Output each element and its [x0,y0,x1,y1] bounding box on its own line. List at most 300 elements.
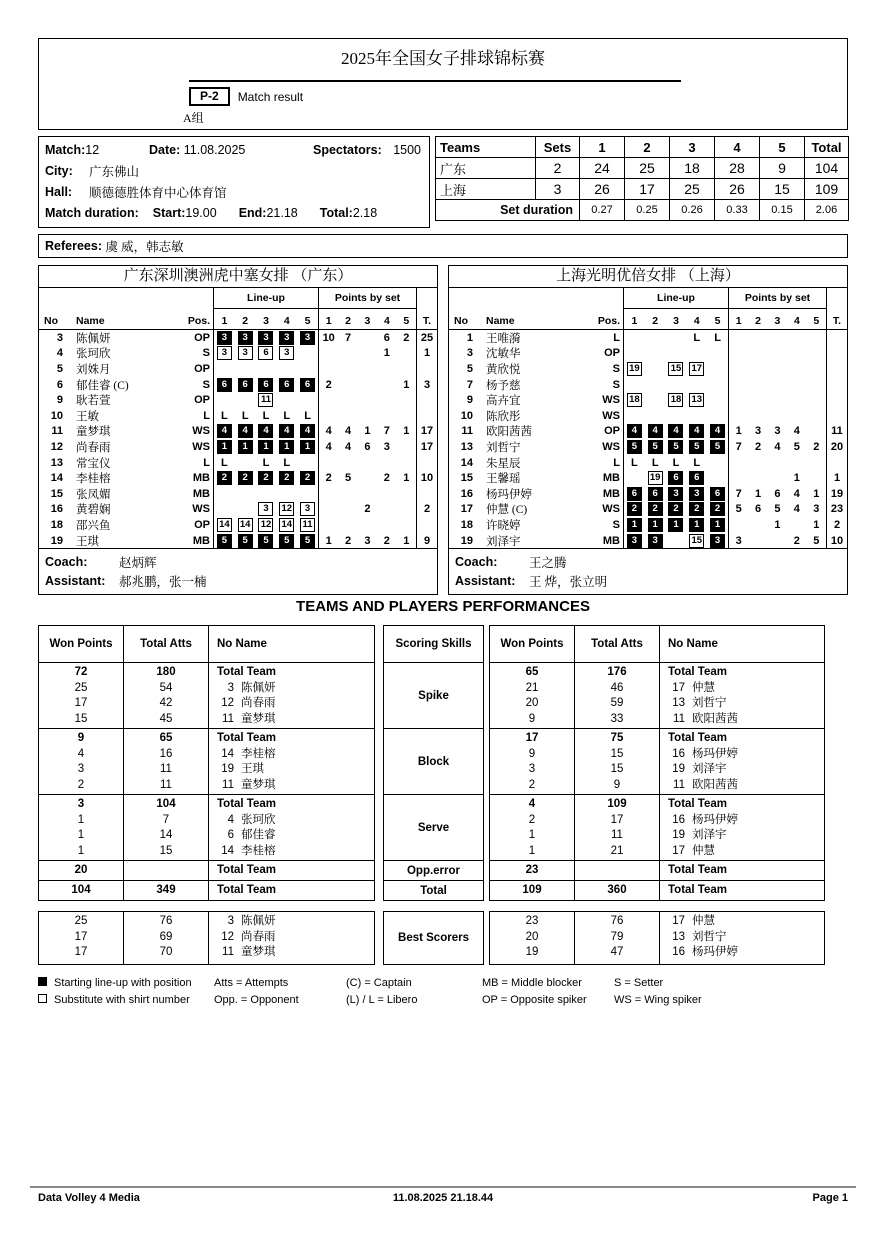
points-total: 23 [826,502,847,518]
home-set3: 18 [670,158,715,179]
player-points [318,346,416,362]
legend-text: (L) / L = Libero [346,993,418,1006]
scoring-skills-header: Scoring Skills [395,638,472,650]
substitute-square: 19 [627,362,642,376]
player-row [449,439,847,455]
total-atts-column [575,663,660,728]
coach-block [449,548,847,594]
points-set-value: 7 [345,331,352,344]
libero-mark: L [221,456,228,469]
player-position: S [612,518,620,531]
lineup-slot [235,378,256,392]
player-row [449,424,847,440]
block-section [490,728,824,794]
lineup-slot [645,534,666,548]
total-atts-value: 17 [610,813,624,826]
points-total: 9 [416,533,437,549]
total-atts-value [124,863,208,879]
player-ref-number: 16 [672,946,685,958]
points-set-value: 4 [345,440,352,453]
libero-mark: L [672,456,680,469]
substitute-square: 14 [217,518,232,532]
player-number: 3 [466,347,473,360]
points-set-value: 10 [322,331,335,344]
total-atts-value: 47 [610,946,624,958]
total-atts-column [124,729,209,794]
starting-square: 2 [258,471,273,485]
lineup-slot [276,424,297,438]
team-total-label: Total Team [668,798,727,810]
player-name: 张珂欣 [76,348,111,361]
player-lineup [213,533,318,549]
points-set-value: 1 [403,472,410,485]
starting-square: 3 [710,534,725,548]
away-set5: 15 [760,179,805,200]
points-set-value: 4 [325,425,332,438]
performance-header [39,626,374,662]
player-position: S [612,378,620,391]
set-number: 2 [242,315,249,327]
team-total-label: Total Team [217,666,276,678]
starting-square: 1 [668,518,683,532]
player-row [449,346,847,362]
player-row [449,392,847,408]
points-set-value: 5 [345,472,352,485]
player-number: 3 [56,331,63,344]
won-points-value: 25 [74,681,88,694]
player-points [318,392,416,408]
player-ref-name: 童梦琪 [241,712,276,725]
points-total [826,408,847,424]
skill-label: Total [384,880,483,900]
best-scorers-label: Best Scorers [398,932,469,944]
starting-square: 6 [710,487,725,501]
player-ref-name: 仲慧 [692,915,715,927]
starting-square: 2 [217,471,232,485]
player-ref [209,747,374,763]
player-name: 陈佩妍 [76,332,111,345]
starting-square: 6 [300,378,315,392]
player-points [728,361,826,377]
starting-square: 6 [668,471,683,485]
starting-square: 5 [689,440,704,454]
starting-square: 2 [279,471,294,485]
lineup-slot [707,332,728,344]
player-ref-number: 11 [673,778,685,791]
player-ref [660,696,824,712]
player-number: 4 [56,347,63,360]
player-position: OP [194,331,210,344]
total-atts-value: 54 [159,681,173,694]
lineup-slot [235,424,256,438]
points-total: 10 [416,470,437,486]
total-atts-value: 14 [159,829,173,841]
no-name-column [209,795,374,860]
player-points [318,502,416,518]
player-ref-name: 杨玛伊婷 [692,747,738,760]
total-atts-column [124,663,209,728]
legend-text: MB = Middle blocker [482,976,582,989]
points-set-value: 3 [774,425,781,438]
player-points [728,377,826,393]
player-ref-number: 13 [672,930,685,943]
won-points-value: 17 [74,930,88,943]
won-points-value: 2 [528,813,536,826]
lineup-slot [214,378,235,392]
starting-square: 5 [238,534,253,548]
set2-duration: 0.25 [625,200,670,221]
away-set2: 17 [625,179,670,200]
lineup-slot [297,410,318,422]
won-points-column [490,663,575,728]
player-row [39,424,437,440]
best-scorers-section [39,912,374,964]
points-set-value: 3 [383,440,390,453]
coach-block [39,548,437,594]
player-ref [660,762,824,778]
lineup-slot [276,471,297,485]
performance-table-away [489,625,825,965]
lineup-slot [707,534,728,548]
set-number: 1 [735,315,742,327]
points-set-value: 5 [793,440,800,453]
starting-square: 6 [689,471,704,485]
roster-home [38,265,438,595]
won-points-value: 72 [74,666,88,678]
lineup-slot [645,518,666,532]
lineup-header-group [213,288,318,329]
won-points-column [39,881,124,900]
player-points [318,424,416,440]
lineup-slot [256,393,277,407]
won-points-value: 1 [77,829,85,841]
player-ref [209,828,374,844]
player-row [449,377,847,393]
starting-square: 3 [627,534,642,548]
player-ref-number: 14 [221,747,234,760]
lineup-slot [297,378,318,392]
total-atts-value: 15 [610,747,624,760]
points-set-value: 2 [755,440,762,453]
player-ref [209,844,374,860]
libero-mark: L [304,409,311,422]
assistant-label: Assistant: [455,573,516,588]
points-set-value: 2 [403,331,410,344]
lineup-slot [256,502,277,516]
substitute-square: 6 [258,346,273,360]
legend-row [38,991,848,1008]
player-ref [660,712,824,728]
lineup-header-group [623,288,728,329]
substitute-square: 11 [258,393,273,407]
player-row [39,408,437,424]
player-position: MB [602,487,620,500]
lineup-slot [686,332,707,344]
set-number: 5 [304,315,311,327]
team-total-label: Total Team [217,884,276,896]
points-set-value: 1 [755,487,762,500]
lineup-slot [707,487,728,501]
lineup-slot [686,440,707,454]
player-name: 耿若萱 [76,395,111,408]
starting-square: 2 [300,471,315,485]
serve-section [39,794,374,860]
legend-text: Atts = Attempts [214,976,289,989]
player-name: 刘姝月 [76,363,111,376]
player-points [728,408,826,424]
player-name: 朱星辰 [486,457,521,470]
points-set-value: 3 [813,503,820,516]
points-set-value: 1 [403,378,410,391]
legend-item [346,977,482,989]
player-row [39,517,437,533]
footer-app-name: Data Volley 4 Media [38,1192,140,1204]
points-total [826,455,847,471]
legend-text: OP = Opposite spiker [482,993,587,1006]
substitute-square: 14 [238,518,253,532]
player-name: 黄碧娴 [76,504,111,517]
substitute-square: 12 [258,518,273,532]
player-name: 张凤媚 [76,488,111,501]
player-position: WS [602,394,620,407]
lineup-slot [276,378,297,392]
player-points [728,533,826,549]
won-points-header: Won Points [39,626,124,662]
lineup-slot [645,487,666,501]
team-total-label: Total Team [217,864,276,876]
libero-mark: L [262,456,270,469]
player-ref-name: 张珂欣 [241,813,276,826]
player-ref-name: 尚春雨 [241,697,276,709]
player-ref [660,681,824,697]
won-points-value: 23 [525,915,539,927]
points-total [416,392,437,408]
coach-label: Coach: [45,554,88,569]
starting-square: 6 [217,378,232,392]
col-total-label: T. [416,288,437,329]
points-set-value: 5 [774,503,781,516]
city-label: City: [45,163,73,178]
no-name-column [660,729,824,794]
substitute-square: 3 [300,502,315,516]
lineup-set-numbers [214,309,318,329]
starting-square: 5 [710,440,725,454]
set4-duration: 0.33 [715,200,760,221]
player-name: 许晓婷 [486,519,521,532]
lineup-slot [624,518,645,532]
starting-square: 6 [258,378,273,392]
points-set-value: 1 [793,472,800,485]
lineup-slot [297,440,318,454]
substitute-square: 3 [279,346,294,360]
set3-duration: 0.26 [670,200,715,221]
player-ref-name: 童梦琪 [241,778,276,791]
player-ref [660,778,824,794]
points-set-value: 2 [345,534,352,547]
lineup-slot [256,378,277,392]
won-points-value: 20 [74,864,88,876]
duration-label: Match duration: [45,205,139,220]
player-number: 5 [56,362,63,375]
set-number: 3 [364,315,371,327]
lineup-slot [707,440,728,454]
lineup-slot [276,331,297,345]
total-atts-value: 360 [607,884,627,896]
player-ref-name: 王琪 [241,763,264,775]
col-pos-label: Pos. [187,315,210,327]
player-row [449,455,847,471]
player-number: 15 [50,487,63,500]
player-points [318,517,416,533]
lineup-slot [256,410,277,422]
points-set-value: 1 [735,425,742,438]
points-total: 2 [416,502,437,518]
points-set-value: 1 [364,425,371,438]
total-atts-value: 76 [159,915,173,927]
assistant-label: Assistant: [45,573,106,588]
no-name-column [209,881,374,900]
player-points [318,377,416,393]
player-row [39,330,437,346]
player-name: 李桂榕 [76,473,111,486]
skill-label: Block [384,728,483,794]
lineup-slot [707,518,728,532]
match-number [45,143,149,157]
legend-text: Opp. = Opponent [214,993,299,1006]
player-number: 11 [461,425,473,438]
lineup-slot [686,457,707,469]
player-ref-name: 仲慧 [692,681,715,694]
points-total: 1 [826,470,847,486]
lineup-slot [235,346,256,360]
lineup-slot [256,471,277,485]
lineup-slot [624,534,645,548]
player-ref [209,696,374,712]
total-atts-value: 109 [607,798,627,810]
player-lineup [213,408,318,424]
set2-header: 2 [625,137,670,158]
no-name-column [209,912,374,964]
home-set2: 25 [625,158,670,179]
starting-square: 1 [300,440,315,454]
no-name-column [660,861,824,880]
won-points-value: 1 [528,829,536,841]
starting-square: 2 [238,471,253,485]
player-ref-number: 11 [222,946,234,958]
starting-square: 3 [300,331,315,345]
lineup-label: Line-up [214,288,318,309]
lineup-slot [276,534,297,548]
player-ref [660,914,824,930]
player-row [449,502,847,518]
points-set-value: 3 [364,534,371,547]
lineup-slot [645,440,666,454]
assistant-row [455,571,841,590]
player-name: 沈敏华 [486,348,521,361]
starting-square-icon [38,977,47,986]
no-name-header: No Name [217,638,267,650]
player-ref-name: 刘泽宇 [692,829,727,841]
lineup-slot [624,457,645,469]
team-total-label: Total Team [668,864,727,876]
substitute-square: 18 [627,393,642,407]
points-header-group [318,288,416,329]
report-header [38,38,848,130]
player-ref [209,712,374,728]
won-points-value: 25 [74,915,88,927]
set-number: 4 [383,315,390,327]
starting-square: 5 [627,440,642,454]
scoring-skills-column [383,625,484,965]
coach-name: 赵炳辉 [119,555,157,570]
player-name: 邵兴鱼 [76,519,111,532]
player-lineup [623,517,728,533]
won-points-column [39,729,124,794]
player-points [318,361,416,377]
player-ref-name: 李桂榕 [241,844,276,857]
points-set-value: 7 [383,425,390,438]
starting-square: 1 [217,440,232,454]
player-ref-number: 16 [672,747,685,760]
player-lineup [213,470,318,486]
player-position: MB [192,534,210,547]
player-number: 17 [460,503,473,516]
player-row [449,470,847,486]
total-atts-value: 76 [610,915,624,927]
points-total: 2 [826,517,847,533]
opp_error-section [39,860,374,880]
total-atts-value: 9 [613,778,621,791]
player-points [318,408,416,424]
home-team-name: 广东 [436,158,536,179]
won-points-column [490,795,575,860]
legend-item [482,977,614,989]
team-title: 上海光明优倍女排 （上海） [449,266,847,288]
points-set-value: 1 [403,534,410,547]
points-total [416,517,437,533]
lineup-slot [276,502,297,516]
total-atts-value: 11 [160,763,172,775]
total-atts-header: Total Atts [575,626,660,662]
match-info-row-1 [45,139,421,160]
match-info-row-city [45,160,421,181]
lineup-slot [276,346,297,360]
footer [38,1192,848,1204]
starting-square: 5 [217,534,232,548]
points-set-numbers [319,309,416,329]
won-points-value: 2 [77,778,85,791]
total-atts-value: 59 [610,697,624,709]
total-atts-value: 46 [610,681,624,694]
substitute-square: 18 [668,393,683,407]
lineup-slot [666,518,687,532]
won-points-value: 21 [525,681,539,694]
player-name: 杨予慈 [486,379,521,392]
page-code-badge: P-2 [189,87,230,106]
starting-square: 3 [668,487,683,501]
lineup-slot [686,471,707,485]
player-ref-number: 13 [672,697,685,709]
substitute-square: 3 [217,346,232,360]
player-ref [660,930,824,946]
player-ref-name: 刘哲宁 [692,930,727,943]
points-header-group [728,288,826,329]
lineup-slot [214,471,235,485]
substitute-square: 14 [279,518,294,532]
player-name: 陈欣彤 [486,410,521,423]
lineup-slot [256,534,277,548]
player-lineup [623,486,728,502]
